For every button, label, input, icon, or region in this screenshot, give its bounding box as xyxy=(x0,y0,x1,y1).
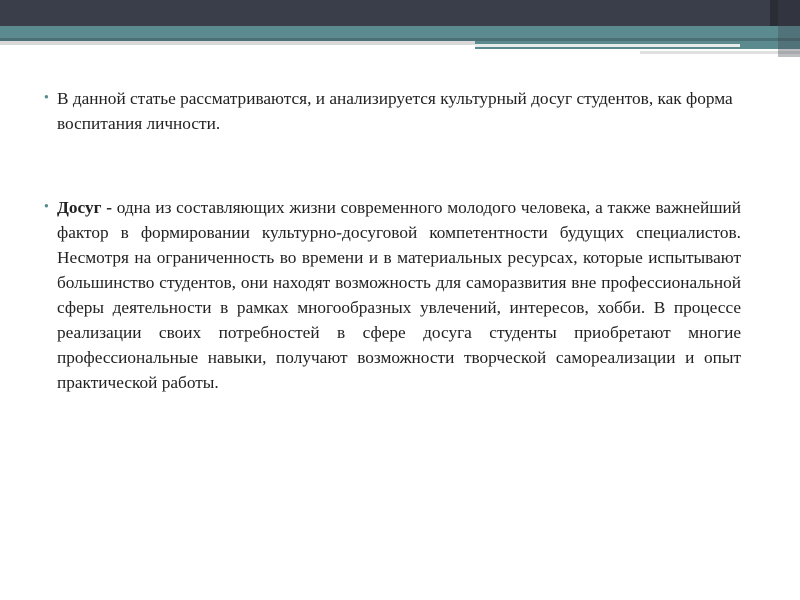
header-divider-line xyxy=(475,44,740,47)
header-right-line xyxy=(640,51,800,54)
header-right-edge xyxy=(778,0,800,57)
header-bar xyxy=(0,0,800,26)
definition-text: одна из составляющих жизни современного молодого человека, а также важнейший фактор в формировании культурно-досуговой компетентности будущих специалистов. Несмотря на ограниченность во времени и в материальных ресурсах, которые испытывают большинство студентов, они находят возможность для саморазвития вне профессиональной сферы деятельности в рамках многообразных увлечений, интересов, хобби. В процессе реализации своих потребностей в сфере досуга студенты приобретают многие профессиональные навыки, получают возможности творческой самореализации и опыт практической работы. xyxy=(57,198,741,392)
bullet-icon: ● xyxy=(44,92,49,101)
bullet-icon: ● xyxy=(44,201,49,210)
paragraph-intro: В данной статье рассматриваются, и анализируется культурный досуг студентов, как форма воспитания личности. xyxy=(57,89,733,133)
header-accent-band xyxy=(0,26,800,38)
paragraph-definition xyxy=(57,195,741,395)
term-leisure: Досуг - xyxy=(57,198,112,217)
header-grey-strip xyxy=(0,41,475,45)
